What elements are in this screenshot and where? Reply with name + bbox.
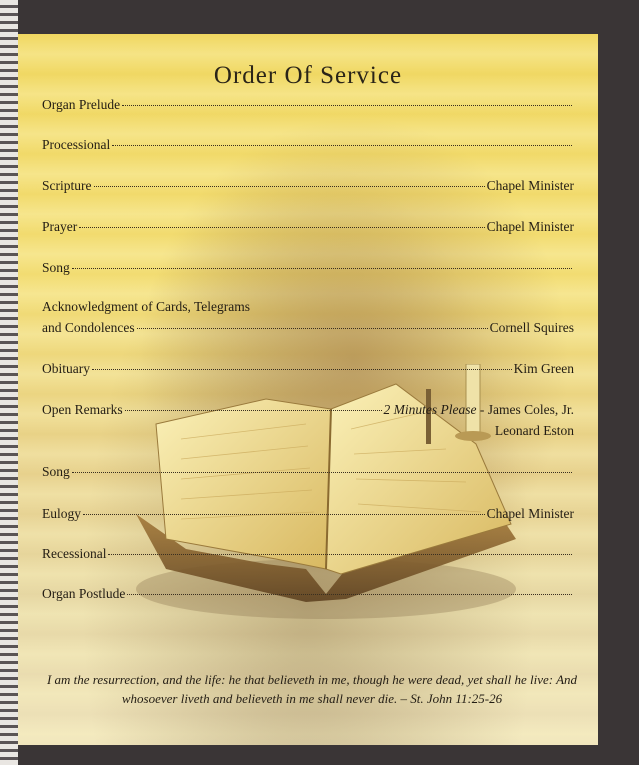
service-item: Scripture Chapel Minister bbox=[42, 177, 574, 197]
scripture-quote: I am the resurrection, and the life: he that believeth in me, though he were dead, yet shall he live: And whosoever liveth and believeth in me shall never die. – St. John 11:25-26 bbox=[46, 672, 578, 706]
service-item: Song bbox=[42, 259, 574, 279]
service-item-second-name: Leonard Eston bbox=[494, 423, 574, 438]
service-item: Processional bbox=[42, 136, 574, 156]
service-item: Organ Postlude bbox=[42, 585, 574, 605]
service-item: Song bbox=[42, 463, 574, 483]
page-title: Order Of Service bbox=[213, 62, 403, 89]
service-item: Organ Prelude bbox=[42, 96, 574, 116]
service-item: Open Remarks 2 Minutes Please - James Coles, Jr. bbox=[42, 401, 574, 421]
program-page bbox=[18, 34, 598, 745]
service-item: Recessional bbox=[42, 545, 574, 565]
service-item: and Condolences Cornell Squires bbox=[42, 319, 574, 339]
service-item: Eulogy Chapel Minister bbox=[42, 505, 574, 525]
service-item-first-line: Acknowledgment of Cards, Telegrams bbox=[42, 299, 251, 314]
spiral-binding bbox=[0, 0, 18, 765]
service-item: Obituary Kim Green bbox=[42, 360, 574, 380]
service-item: Prayer Chapel Minister bbox=[42, 218, 574, 238]
